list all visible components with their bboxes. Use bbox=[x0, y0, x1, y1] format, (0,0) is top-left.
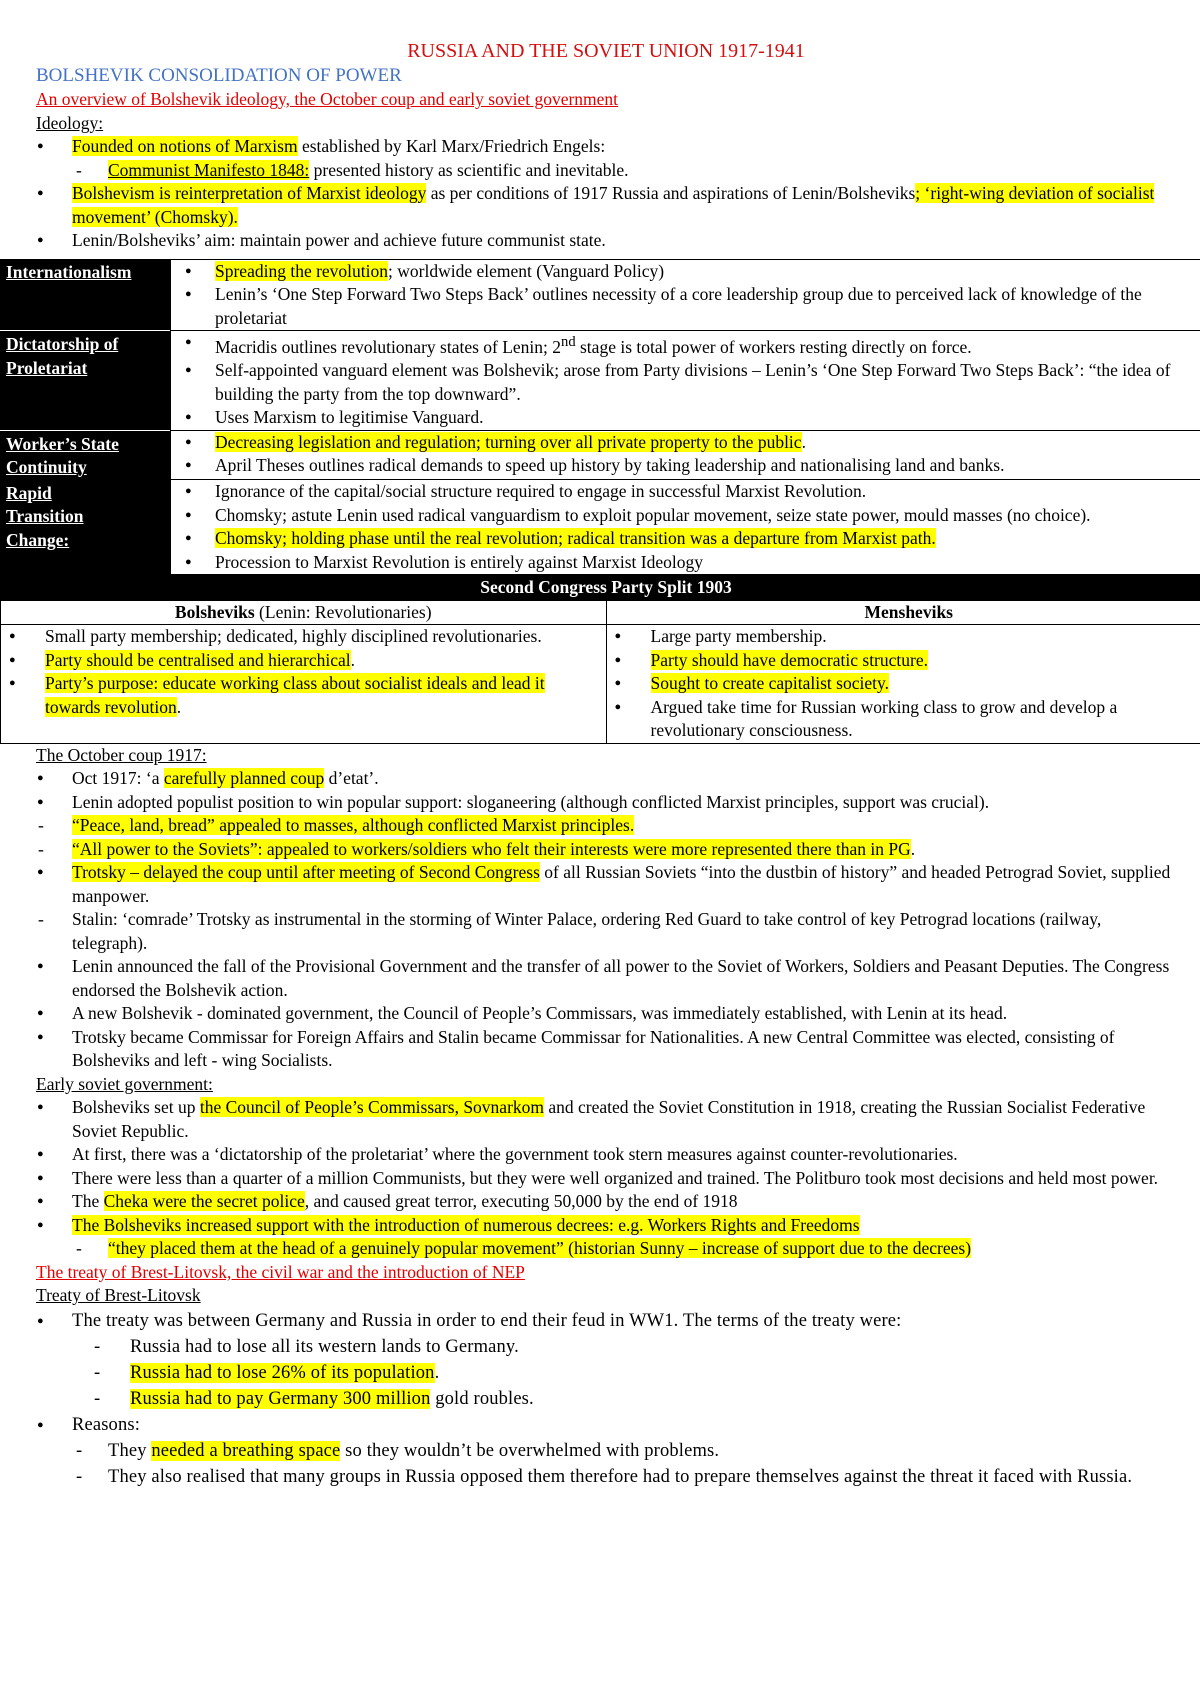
highlight: “Peace, land, bread” appealed to masses, although conflicted Marxist principles. bbox=[72, 815, 635, 836]
content-list bbox=[177, 331, 1200, 430]
list-item bbox=[36, 814, 1176, 838]
brest-terms-list bbox=[36, 1334, 1176, 1412]
row-label-workers-state bbox=[0, 430, 171, 480]
row-label-rapid-transition bbox=[0, 480, 171, 575]
highlight: Russia had to lose 26% of its population bbox=[130, 1362, 435, 1383]
text: They also realised that many groups in Russia opposed them therefore had to prepare themselves against the threat it faced with Russia. bbox=[108, 1466, 1133, 1487]
highlight: Party’s purpose: educate working class about socialist ideals and lead it towards revolution bbox=[45, 673, 545, 717]
table-row bbox=[1, 576, 1200, 601]
row-content bbox=[171, 259, 1200, 331]
highlight: ; ‘right-wing deviation of socialist movement’ (Chomsky). bbox=[72, 183, 1155, 227]
list-item bbox=[36, 159, 1176, 183]
text: Chomsky; astute Lenin used radical vanguardism to exploit popular movement, seize state power, mould masses (no choice). bbox=[215, 504, 1091, 525]
content-list bbox=[177, 431, 1200, 478]
text: Large party membership. bbox=[650, 626, 827, 647]
row-label-dictatorship: Dictatorship of Proletariat bbox=[0, 331, 171, 431]
ideology-label: Ideology: bbox=[36, 112, 104, 133]
october-list-2 bbox=[36, 861, 1176, 908]
text: . bbox=[910, 838, 916, 859]
text: ; worldwide element (Vanguard Policy) bbox=[388, 260, 665, 281]
label-line: Transition bbox=[6, 506, 84, 527]
october-list-3 bbox=[36, 955, 1176, 1073]
highlight: Spreading the revolution bbox=[215, 260, 389, 281]
text: They bbox=[108, 1440, 152, 1461]
list-item bbox=[177, 504, 1200, 528]
list-item bbox=[611, 672, 1200, 696]
text: Stalin: ‘comrade’ Trotsky as instrumental in the storming of Winter Palace, ordering Red Guard to take control of key Petrograd locations (railway, telegraph). bbox=[72, 909, 1102, 953]
list-item bbox=[36, 1360, 1176, 1386]
list-item bbox=[177, 260, 1200, 284]
list-item bbox=[177, 331, 1200, 359]
section-heading-consolidation: BOLSHEVIK CONSOLIDATION OF POWER bbox=[36, 65, 402, 86]
text: Self-appointed vanguard element was Bolshevik; arose from Party divisions – Lenin’s ‘One Step Forward Two Steps Back’: “the idea of building the party from the top downward”. bbox=[215, 360, 1171, 404]
text: and created the Soviet Constitution in 1918, creating the Russian Socialist Federative Soviet Republic. bbox=[72, 1097, 1146, 1141]
column-header-mensheviks: Mensheviks bbox=[606, 600, 1200, 625]
text: Reasons: bbox=[72, 1414, 141, 1435]
highlight: Decreasing legislation and regulation; turning over all private property to the public bbox=[215, 431, 802, 452]
brest-litovsk-label: Treaty of Brest-Litovsk bbox=[36, 1285, 201, 1306]
list-item bbox=[36, 1026, 1176, 1073]
list-item bbox=[5, 625, 602, 649]
text: April Theses outlines radical demands to speed up history by taking leadership and nationalising land and banks. bbox=[215, 455, 1005, 476]
list-item bbox=[36, 1438, 1176, 1464]
text: stage is total power of workers resting directly on force. bbox=[575, 336, 972, 357]
row-label-internationalism: Internationalism bbox=[0, 259, 171, 331]
brest-body bbox=[36, 1308, 1176, 1490]
ideology-table-grid bbox=[0, 259, 1200, 576]
text: Trotsky became Commissar for Foreign Affairs and Stalin became Commissar for Nationalities. A new Central Committee was elected, consisting of Bolsheviks and left - wing Socialists. bbox=[72, 1026, 1115, 1071]
october-dash-list-2 bbox=[36, 908, 1176, 955]
list-item bbox=[36, 229, 1176, 253]
list-item bbox=[36, 955, 1176, 1002]
table-row bbox=[1, 625, 1200, 744]
highlight: Trotsky – delayed the coup until after meeting of Second Congress bbox=[72, 862, 540, 883]
row-content bbox=[171, 331, 1200, 431]
list-item bbox=[36, 1214, 1176, 1238]
text: gold roubles. bbox=[430, 1388, 534, 1409]
list-item bbox=[36, 1143, 1176, 1167]
text: . bbox=[176, 696, 182, 717]
ideology-sublist bbox=[36, 159, 1176, 183]
text: Bolsheviks bbox=[174, 601, 255, 622]
subsection-heading-overview: An overview of Bolshevik ideology, the October coup and early soviet government bbox=[36, 89, 619, 109]
list-item bbox=[36, 1308, 1176, 1334]
text: of all Russian Soviets “into the dustbin of history” and headed Petrograd Soviet, supplied manpower. bbox=[72, 862, 1171, 906]
row-content bbox=[171, 430, 1200, 480]
list-item bbox=[36, 1334, 1176, 1360]
content-list bbox=[177, 480, 1200, 574]
text: Ignorance of the capital/social structure required to engage in successful Marxist Revolution. bbox=[215, 481, 867, 502]
highlight: Cheka were the secret police bbox=[103, 1191, 305, 1212]
list-item bbox=[177, 431, 1200, 455]
label-line: Continuity bbox=[6, 457, 87, 478]
label-line: Worker’s State bbox=[6, 433, 119, 454]
text: so they wouldn’t be overwhelmed with problems. bbox=[340, 1440, 720, 1461]
list-item bbox=[177, 359, 1200, 406]
text: Uses Marxism to legitimise Vanguard. bbox=[215, 407, 484, 428]
list-item bbox=[177, 527, 1200, 551]
table-header: Second Congress Party Split 1903 bbox=[1, 576, 1200, 601]
text: Procession to Marxist Revolution is entirely against Marxist Ideology bbox=[215, 551, 703, 572]
content-list bbox=[5, 625, 602, 719]
list-item bbox=[177, 406, 1200, 430]
label-line: Rapid bbox=[6, 482, 52, 503]
row-content bbox=[171, 480, 1200, 575]
label-line: Change: bbox=[6, 529, 70, 550]
list-item bbox=[611, 649, 1200, 673]
text: Lenin adopted populist position to win popular support: sloganeering (although conflicted Marxist principles, support was crucial). bbox=[72, 791, 990, 812]
highlight: “All power to the Soviets”: appealed to workers/soldiers who felt their interests were more represented there than in PG bbox=[72, 838, 911, 859]
october-dash-list bbox=[36, 814, 1176, 861]
text: Lenin announced the fall of the Provisional Government and the transfer of all power to the Soviet of Workers, Soldiers and Peasant Deputies. The Congress endorsed the Bolshevik action. bbox=[72, 956, 1170, 1000]
text: At first, there was a ‘dictatorship of the proletariat’ where the government took stern measures against counter-revolutionaries. bbox=[72, 1144, 958, 1165]
list-item bbox=[177, 480, 1200, 504]
text: Oct 1917: ‘a bbox=[72, 768, 164, 789]
text: Lenin’s ‘One Step Forward Two Steps Back’ outlines necessity of a core leadership group due to perceived lack of knowledge of the proletariat bbox=[215, 284, 1142, 328]
text: , and caused great terror, executing 50,000 by the end of 1918 bbox=[304, 1191, 738, 1212]
text: . bbox=[434, 1362, 440, 1383]
text: as per conditions of 1917 Russia and aspirations of Lenin/Bolsheviks bbox=[426, 183, 916, 203]
highlight: The Bolsheviks increased support with the introduction of numerous decrees: e.g. Workers Rights and Freedoms bbox=[72, 1214, 860, 1235]
content-list bbox=[611, 625, 1200, 743]
highlight: Communist Manifesto 1848: bbox=[108, 159, 310, 180]
text: established by Karl Marx/Friedrich Engels: bbox=[297, 136, 606, 156]
subsection-heading-brest: The treaty of Brest-Litovsk, the civil war and the introduction of NEP bbox=[36, 1261, 525, 1282]
highlight: Chomsky; holding phase until the real revolution; radical transition was a departure from Marxist path. bbox=[215, 528, 936, 549]
list-item bbox=[36, 791, 1176, 815]
text: Argued take time for Russian working class to grow and develop a revolutionary consciousness. bbox=[650, 696, 1118, 741]
brest-reasons-list bbox=[36, 1412, 1176, 1438]
text: Lenin/Bolsheviks’ aim: maintain power and achieve future communist state. bbox=[72, 230, 606, 250]
early-soviet-list bbox=[36, 1096, 1176, 1237]
list-item bbox=[177, 454, 1200, 478]
list-item bbox=[177, 283, 1200, 330]
bolsheviks-cell bbox=[1, 625, 607, 744]
list-item bbox=[611, 625, 1200, 649]
highlight: the Council of People’s Commissars, Sovnarkom bbox=[199, 1097, 545, 1118]
table-row bbox=[1, 600, 1200, 625]
content-list bbox=[177, 260, 1200, 331]
list-item bbox=[36, 1096, 1176, 1143]
list-item bbox=[5, 649, 602, 673]
column-header-bolsheviks bbox=[1, 600, 607, 625]
text: A new Bolshevik - dominated government, the Council of People’s Commissars, was immediately established, with Lenin at its head. bbox=[72, 1003, 1008, 1024]
page-title: RUSSIA AND THE SOVIET UNION 1917-1941 bbox=[407, 40, 805, 62]
highlight: needed a breathing space bbox=[151, 1440, 341, 1461]
text: (Lenin: Revolutionaries) bbox=[254, 601, 432, 622]
table-row bbox=[0, 430, 1200, 480]
highlight: Founded on notions of Marxism bbox=[72, 136, 298, 156]
mensheviks-cell bbox=[606, 625, 1200, 744]
list-item bbox=[36, 767, 1176, 791]
text: Macridis outlines revolutionary states of Lenin; 2 bbox=[215, 336, 562, 357]
document-page bbox=[6, 38, 1176, 1490]
highlight: “they placed them at the head of a genuinely popular movement” (historian Sunny – increase of support due to the decrees) bbox=[108, 1238, 972, 1259]
october-coup-label: The October coup 1917: bbox=[36, 744, 207, 765]
list-item bbox=[611, 696, 1200, 743]
text: The bbox=[72, 1191, 104, 1212]
list-item bbox=[36, 838, 1176, 862]
list-item bbox=[36, 908, 1176, 955]
list-item bbox=[36, 135, 1176, 159]
table-row bbox=[0, 259, 1200, 331]
highlight: Russia had to pay Germany 300 million bbox=[130, 1388, 431, 1409]
ideology-list bbox=[36, 135, 1176, 159]
list-item bbox=[36, 1464, 1176, 1490]
list-item bbox=[36, 1412, 1176, 1438]
highlight: Sought to create capitalist society. bbox=[650, 673, 889, 694]
brest-reasons-sublist bbox=[36, 1438, 1176, 1490]
ideology-table bbox=[0, 259, 1200, 744]
ideology-list-2 bbox=[36, 182, 1176, 253]
list-item bbox=[177, 551, 1200, 575]
list-item bbox=[36, 1167, 1176, 1191]
text: Bolsheviks set up bbox=[72, 1097, 200, 1118]
text: Small party membership; dedicated, highly disciplined revolutionaries. bbox=[45, 626, 542, 647]
table-row bbox=[0, 480, 1200, 575]
early-soviet-label: Early soviet government: bbox=[36, 1073, 213, 1094]
text: presented history as scientific and inevitable. bbox=[309, 159, 629, 180]
list-item bbox=[36, 861, 1176, 908]
superscript: nd bbox=[561, 334, 576, 350]
text: . bbox=[801, 431, 806, 452]
list-item bbox=[36, 1386, 1176, 1412]
list-item bbox=[36, 1237, 1176, 1261]
table-row bbox=[0, 331, 1200, 431]
highlight: Party should be centralised and hierarchical bbox=[45, 649, 351, 670]
party-split-table bbox=[0, 575, 1200, 744]
early-soviet-sublist bbox=[36, 1237, 1176, 1261]
text: Russia had to lose all its western lands to Germany. bbox=[130, 1336, 519, 1357]
text: . bbox=[350, 649, 356, 670]
highlight: Party should have democratic structure. bbox=[650, 649, 928, 670]
highlight: Bolshevism is reinterpretation of Marxist ideology bbox=[72, 183, 427, 203]
list-item bbox=[36, 182, 1176, 229]
list-item bbox=[5, 672, 602, 719]
text: The treaty was between Germany and Russia in order to end their feud in WW1. The terms of the treaty were: bbox=[72, 1310, 902, 1331]
october-list bbox=[36, 767, 1176, 814]
list-item bbox=[36, 1190, 1176, 1214]
text: There were less than a quarter of a million Communists, but they were well organized and trained. The Politburo took most decisions and held most power. bbox=[72, 1167, 1159, 1188]
text: d’etat’. bbox=[324, 768, 379, 789]
brest-list bbox=[36, 1308, 1176, 1334]
highlight: carefully planned coup bbox=[163, 768, 325, 789]
list-item bbox=[36, 1002, 1176, 1026]
